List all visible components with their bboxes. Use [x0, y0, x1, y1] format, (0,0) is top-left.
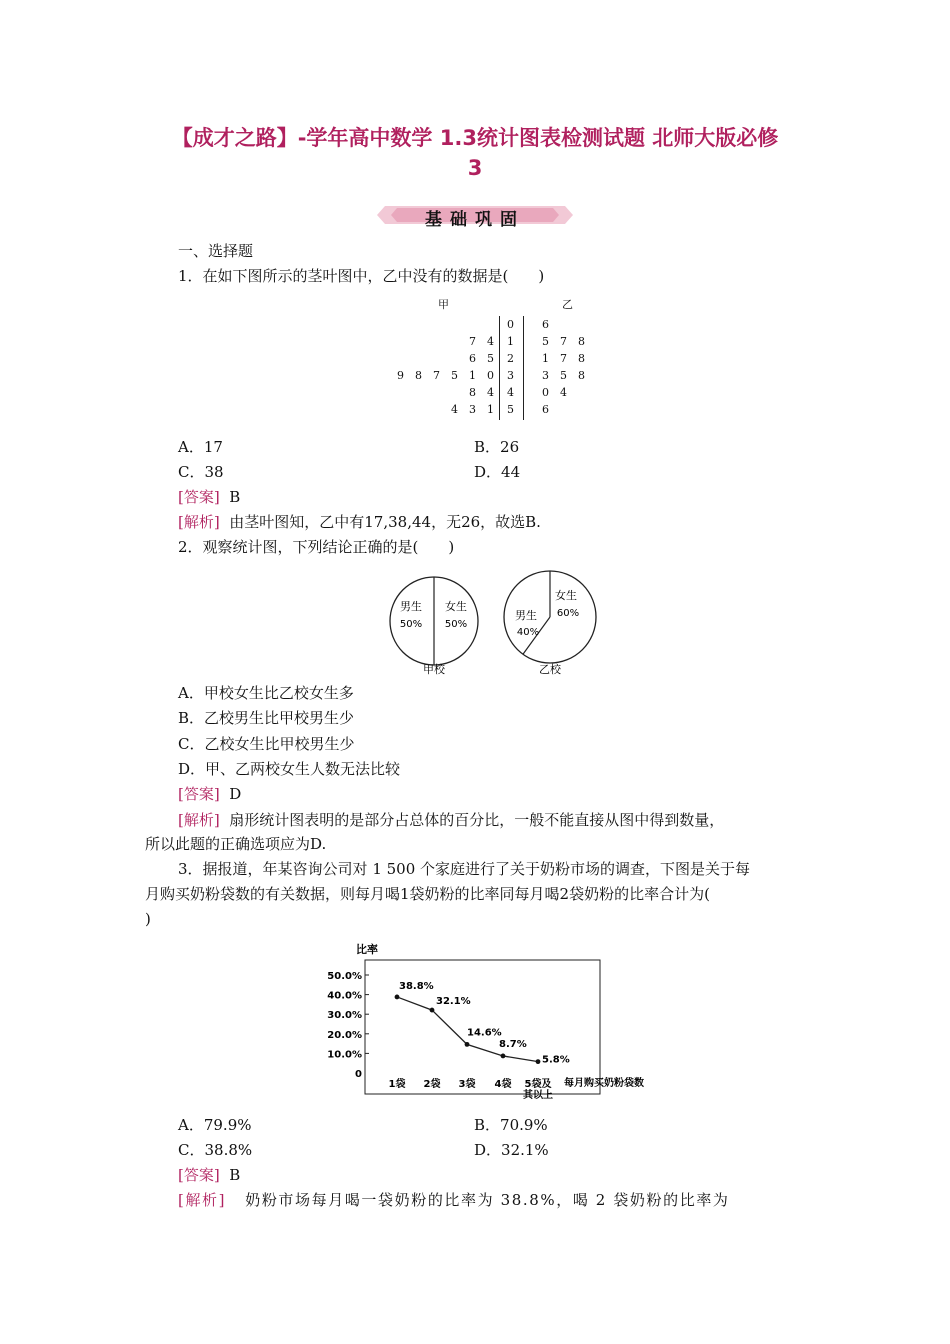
y-tick-label: 50.0%: [327, 971, 362, 982]
stem-left-leaves: 7 4: [469, 335, 494, 348]
q3-analysis: [178, 1190, 730, 1210]
q3-option-c[interactable]: C．38.8%: [178, 1141, 253, 1159]
q2-analysis-text: 扇形统计图表明的是部分占总体的百分比，一般不能直接从图中得到数量，: [229, 811, 725, 829]
pie1-slice2-label: 女生: [445, 600, 467, 613]
pie-charts: [380, 565, 620, 680]
data-label: 38.8%: [399, 980, 434, 992]
data-point: [501, 1054, 506, 1059]
pie1-slice1-value: 50%: [399, 619, 423, 630]
q3-answer-tag: [答案]: [178, 1166, 220, 1184]
stem-right-leaves: 3 5 8: [542, 369, 585, 382]
q3-text-line2: 月购买奶粉袋数的有关数据，则每月喝1袋奶粉的比率同每月喝2袋奶粉的比率合计为(: [145, 885, 710, 903]
data-point: [536, 1059, 541, 1064]
stem-left-leaves: 4 3 1: [451, 403, 494, 416]
q2-analysis: [178, 810, 724, 830]
stem-left-leaves: 8 4: [469, 386, 494, 399]
stem-leaf-plot: [392, 296, 602, 426]
q3-text-line1: 3．据报道，年某咨询公司对 1 500 个家庭进行了关于奶粉市场的调查，下图是关于每: [178, 860, 751, 878]
x-tick-label: 5袋及: [524, 1079, 552, 1090]
data-point: [465, 1042, 470, 1047]
chart-ylabel: 比率: [356, 943, 378, 956]
q2-option-d[interactable]: D．甲、乙两校女生人数无法比较: [178, 760, 401, 778]
y-tick-label: 0: [355, 1069, 362, 1080]
q2-option-c[interactable]: C．乙校女生比甲校男生少: [178, 735, 355, 753]
x-tick-label: 3袋: [458, 1079, 476, 1090]
q1-option-a[interactable]: A．17: [178, 438, 223, 456]
pie2-slice2-value: 60%: [556, 608, 580, 619]
banner-text: 基础巩固: [425, 210, 525, 230]
q1-analysis-text: 由茎叶图知，乙中有17,38,44，无26，故选B.: [229, 513, 541, 531]
q2-answer-value: D: [229, 785, 242, 803]
stem-right-leaves: 6: [542, 318, 549, 331]
q3-option-a[interactable]: A．79.9%: [178, 1116, 252, 1134]
stem-value: 2: [507, 352, 514, 365]
stem-divider-right: [523, 316, 524, 420]
q1-analysis: [178, 512, 541, 532]
q1-option-c[interactable]: C．38: [178, 463, 224, 481]
pie2-slice1-label: 男生: [515, 609, 537, 622]
stem-value: 5: [507, 403, 514, 416]
page-title: 【成才之路】-学年高中数学 1.3统计图表检测试题 北师大版必修: [171, 126, 779, 150]
data-label: 5.8%: [542, 1054, 570, 1066]
q3-analysis-text: 奶粉市场每月喝一袋奶粉的比率为 38.8%，喝 2 袋奶粉的比率为: [245, 1191, 730, 1209]
chart-xlabel: 每月购买奶粉袋数: [564, 1078, 644, 1089]
stem-left-label: 甲: [438, 298, 449, 311]
stem-divider-left: [499, 316, 500, 420]
stem-right-label: 乙: [562, 298, 573, 311]
stem-left-leaves: 9 8 7 5 1 0: [397, 369, 494, 382]
y-tick-label: 10.0%: [327, 1049, 362, 1061]
q1-text: 1．在如下图所示的茎叶图中，乙中没有的数据是( ): [178, 267, 545, 285]
q2-option-b[interactable]: B．乙校男生比甲校男生少: [178, 709, 355, 727]
data-label: 32.1%: [436, 996, 471, 1008]
data-label: 8.7%: [499, 1038, 527, 1050]
stem-right-leaves: 5 7 8: [542, 335, 585, 348]
q3-option-b[interactable]: B．70.9%: [474, 1116, 548, 1134]
q3-analysis-tag: [解析]: [178, 1191, 227, 1209]
q1-option-b[interactable]: B．26: [474, 438, 520, 456]
data-point: [430, 1008, 435, 1013]
q2-option-a[interactable]: A．甲校女生比乙校女生多: [178, 684, 354, 702]
page-title-line2: 3: [467, 156, 483, 180]
stem-right-leaves: 0 4: [542, 386, 567, 399]
q3-answer: [178, 1165, 240, 1185]
stem-value: 3: [507, 369, 514, 382]
q3-answer-value: B: [229, 1166, 241, 1184]
q3-text-line3: ): [145, 910, 151, 928]
data-label: 14.6%: [467, 1027, 502, 1039]
line-chart: [320, 938, 670, 1104]
q3-option-d[interactable]: D．32.1%: [474, 1141, 549, 1159]
q2-analysis-tag: [解析]: [178, 811, 220, 829]
stem-value: 1: [507, 335, 514, 348]
pie2-caption: 乙校: [539, 663, 561, 676]
y-tick-label: 30.0%: [327, 1010, 362, 1022]
x-tick-label: 其以上: [523, 1090, 553, 1101]
q1-answer-tag: [答案]: [178, 488, 220, 506]
section-banner: [377, 202, 573, 228]
q2-text: 2．观察统计图，下列结论正确的是( ): [178, 538, 455, 556]
stem-value: 0: [507, 318, 514, 331]
stem-right-leaves: 1 7 8: [542, 352, 585, 365]
y-tick-label: 20.0%: [327, 1029, 362, 1041]
pie2-slice1-value: 40%: [516, 627, 540, 638]
q1-answer: [178, 487, 240, 507]
x-tick-label: 2袋: [423, 1079, 441, 1090]
section-heading: 一、选择题: [178, 242, 254, 260]
pie1-caption: 甲校: [423, 663, 445, 676]
pie1-slice1-label: 男生: [400, 600, 422, 613]
q1-analysis-tag: [解析]: [178, 513, 220, 531]
pie2-slice2-label: 女生: [555, 589, 577, 602]
q2-answer: [178, 784, 241, 804]
x-tick-label: 1袋: [388, 1079, 406, 1090]
stem-left-leaves: 6 5: [469, 352, 494, 365]
q1-answer-value: B: [229, 488, 241, 506]
y-tick-label: 40.0%: [327, 990, 362, 1002]
q2-answer-tag: [答案]: [178, 785, 220, 803]
stem-value: 4: [507, 386, 514, 399]
q1-option-d[interactable]: D．44: [474, 463, 521, 481]
x-tick-label: 4袋: [494, 1079, 512, 1090]
stem-right-leaves: 6: [542, 403, 549, 416]
pie1-slice2-value: 50%: [444, 619, 468, 630]
q2-analysis-line2: 所以此题的正确选项应为D.: [145, 835, 327, 853]
data-point: [395, 995, 400, 1000]
